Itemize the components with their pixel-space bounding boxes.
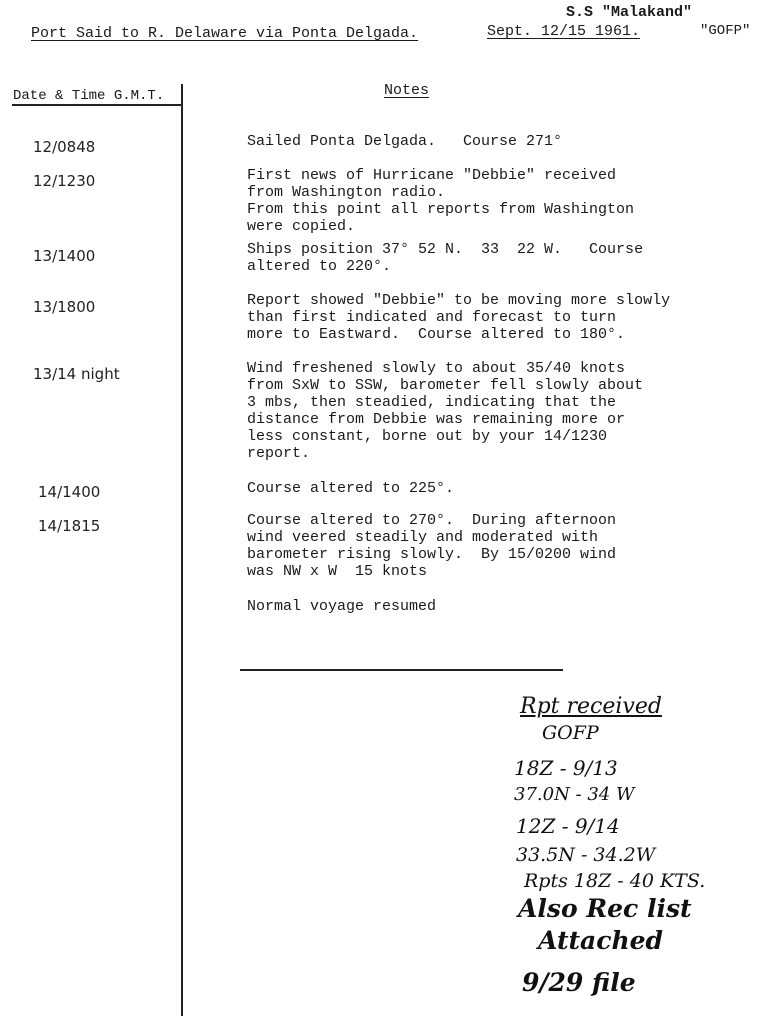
handwritten-note: 9/29 file	[522, 968, 636, 997]
handwritten-note: Rpts 18Z - 40 KTS.	[524, 870, 706, 892]
handwritten-note: 18Z - 9/13	[514, 756, 618, 780]
entry-time: 14/1400	[38, 483, 101, 501]
route-title: Port Said to R. Delaware via Ponta Delgada.	[31, 25, 419, 42]
date-time-header: Date & Time G.M.T.	[13, 88, 165, 104]
handwritten-note: Rpt received	[520, 694, 662, 719]
handwritten-note: GOFP	[542, 722, 599, 744]
notes-header: Notes	[384, 82, 430, 99]
column-divider	[181, 84, 183, 1016]
closing-rule	[240, 669, 563, 671]
entry-time: 13/14 night	[33, 365, 120, 383]
entry-note: Course altered to 225°.	[247, 480, 455, 497]
entry-note: Wind freshened slowly to about 35/40 knots from SxW to SSW, barometer fell slowly about 3 mbs, then steadied, indicating that the distance from Debbie was remaining more or less constant, borne out by your 14/1230 report.	[247, 360, 644, 462]
handwritten-note: Also Rec list	[518, 894, 692, 923]
handwritten-note: 37.0N - 34 W	[514, 784, 635, 805]
entry-time: 13/1400	[33, 247, 96, 265]
entry-note: Sailed Ponta Delgada. Course 271°	[247, 133, 563, 150]
entry-note: Ships position 37° 52 N. 33 22 W. Course altered to 220°.	[247, 241, 644, 275]
entry-note: Course altered to 270°. During afternoon wind veered steadily and moderated with barometer rising slowly. By 15/0200 wind was NW x W 15 knots	[247, 512, 617, 580]
handwritten-note: 33.5N - 34.2W	[516, 844, 656, 866]
header-underline	[12, 104, 182, 106]
entry-note: First news of Hurricane "Debbie" received from Washington radio. From this point all reports from Washington were copied.	[247, 167, 635, 235]
ship-name: S.S "Malakand"	[566, 4, 693, 21]
entry-note: Normal voyage resumed	[247, 598, 437, 615]
entry-time: 14/1815	[38, 517, 101, 535]
entry-time: 13/1800	[33, 298, 96, 316]
call-sign: "GOFP"	[700, 23, 751, 39]
voyage-dates: Sept. 12/15 1961.	[487, 23, 641, 40]
handwritten-note: Attached	[538, 926, 664, 955]
entry-time: 12/0848	[33, 138, 96, 156]
entry-time: 12/1230	[33, 172, 96, 190]
handwritten-note: 12Z - 9/14	[516, 814, 620, 838]
entry-note: Report showed "Debbie" to be moving more slowly than first indicated and forecast to turn more to Eastward. Course altered to 180°.	[247, 292, 671, 343]
